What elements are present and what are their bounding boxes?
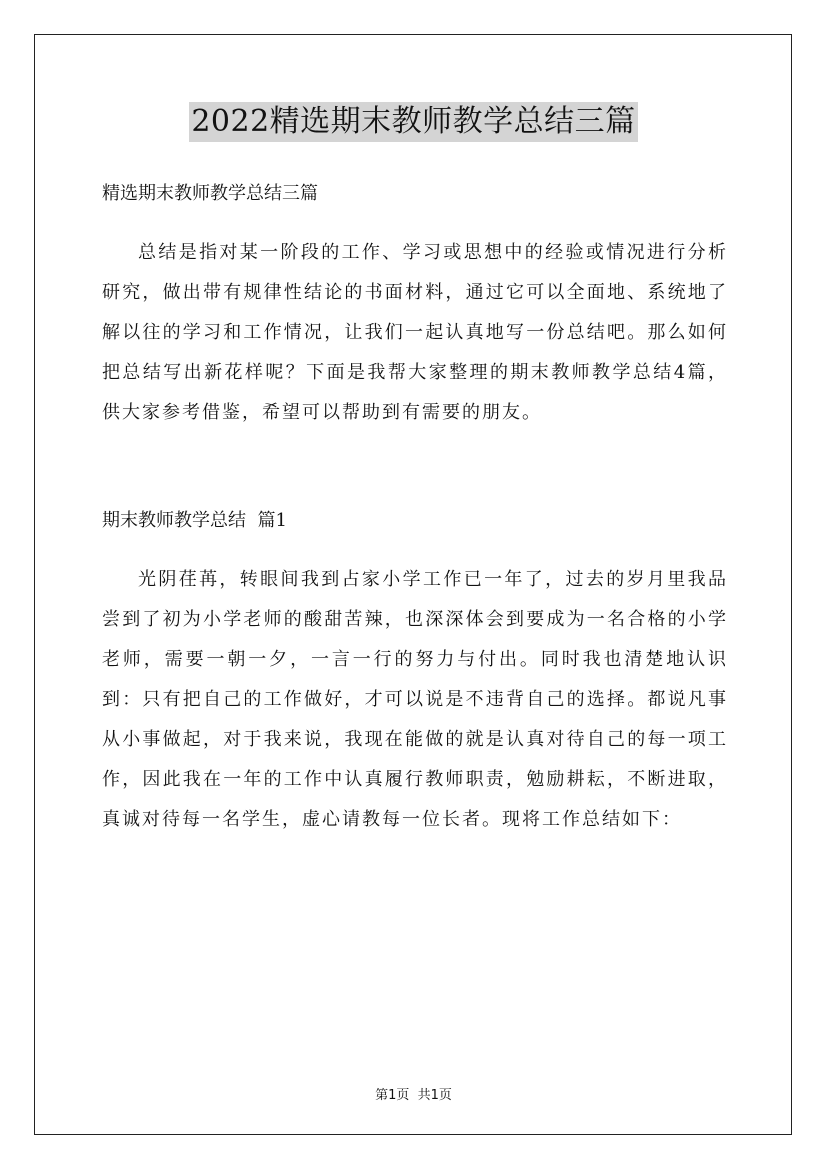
- page-number: 第1页 共1页: [375, 1088, 452, 1103]
- intro-paragraph: 总结是指对某一阶段的工作、学习或思想中的经验或情况进行分析研究，做出带有规律性结论的书面材料，通过它可以全面地、系统地了解以往的学习和工作情况，让我们一起认真地写一份总结吧。那么如何把总结写出新花样呢？下面是我帮大家整理的期末教师教学总结4篇，供大家参考借鉴，希望可以帮助到有需要的朋友。: [102, 242, 728, 423]
- section-heading: 期末教师教学总结 篇1: [102, 510, 287, 531]
- title-container: [0, 102, 827, 142]
- document-subtitle: 精选期末教师教学总结三篇: [102, 183, 318, 204]
- document-body: [102, 174, 728, 840]
- document-title: 2022精选期末教师教学总结三篇: [189, 102, 637, 142]
- section-paragraph: 光阴荏苒，转眼间我到占家小学工作已一年了，过去的岁月里我品尝到了初为小学老师的酸甜苦辣，也深深体会到要成为一名合格的小学老师，需要一朝一夕，一言一行的努力与付出。同时我也清楚地认识到：只有把自己的工作做好，才可以说是不违背自己的选择。都说凡事从小事做起，对于我来说，我现在能做的就是认真对待自己的每一项工作，因此我在一年的工作中认真履行教师职责，勉励耕耘，不断进取，真诚对待每一名学生，虚心请教每一位长者。现将工作总结如下：: [102, 569, 728, 830]
- page-footer: [0, 1084, 827, 1103]
